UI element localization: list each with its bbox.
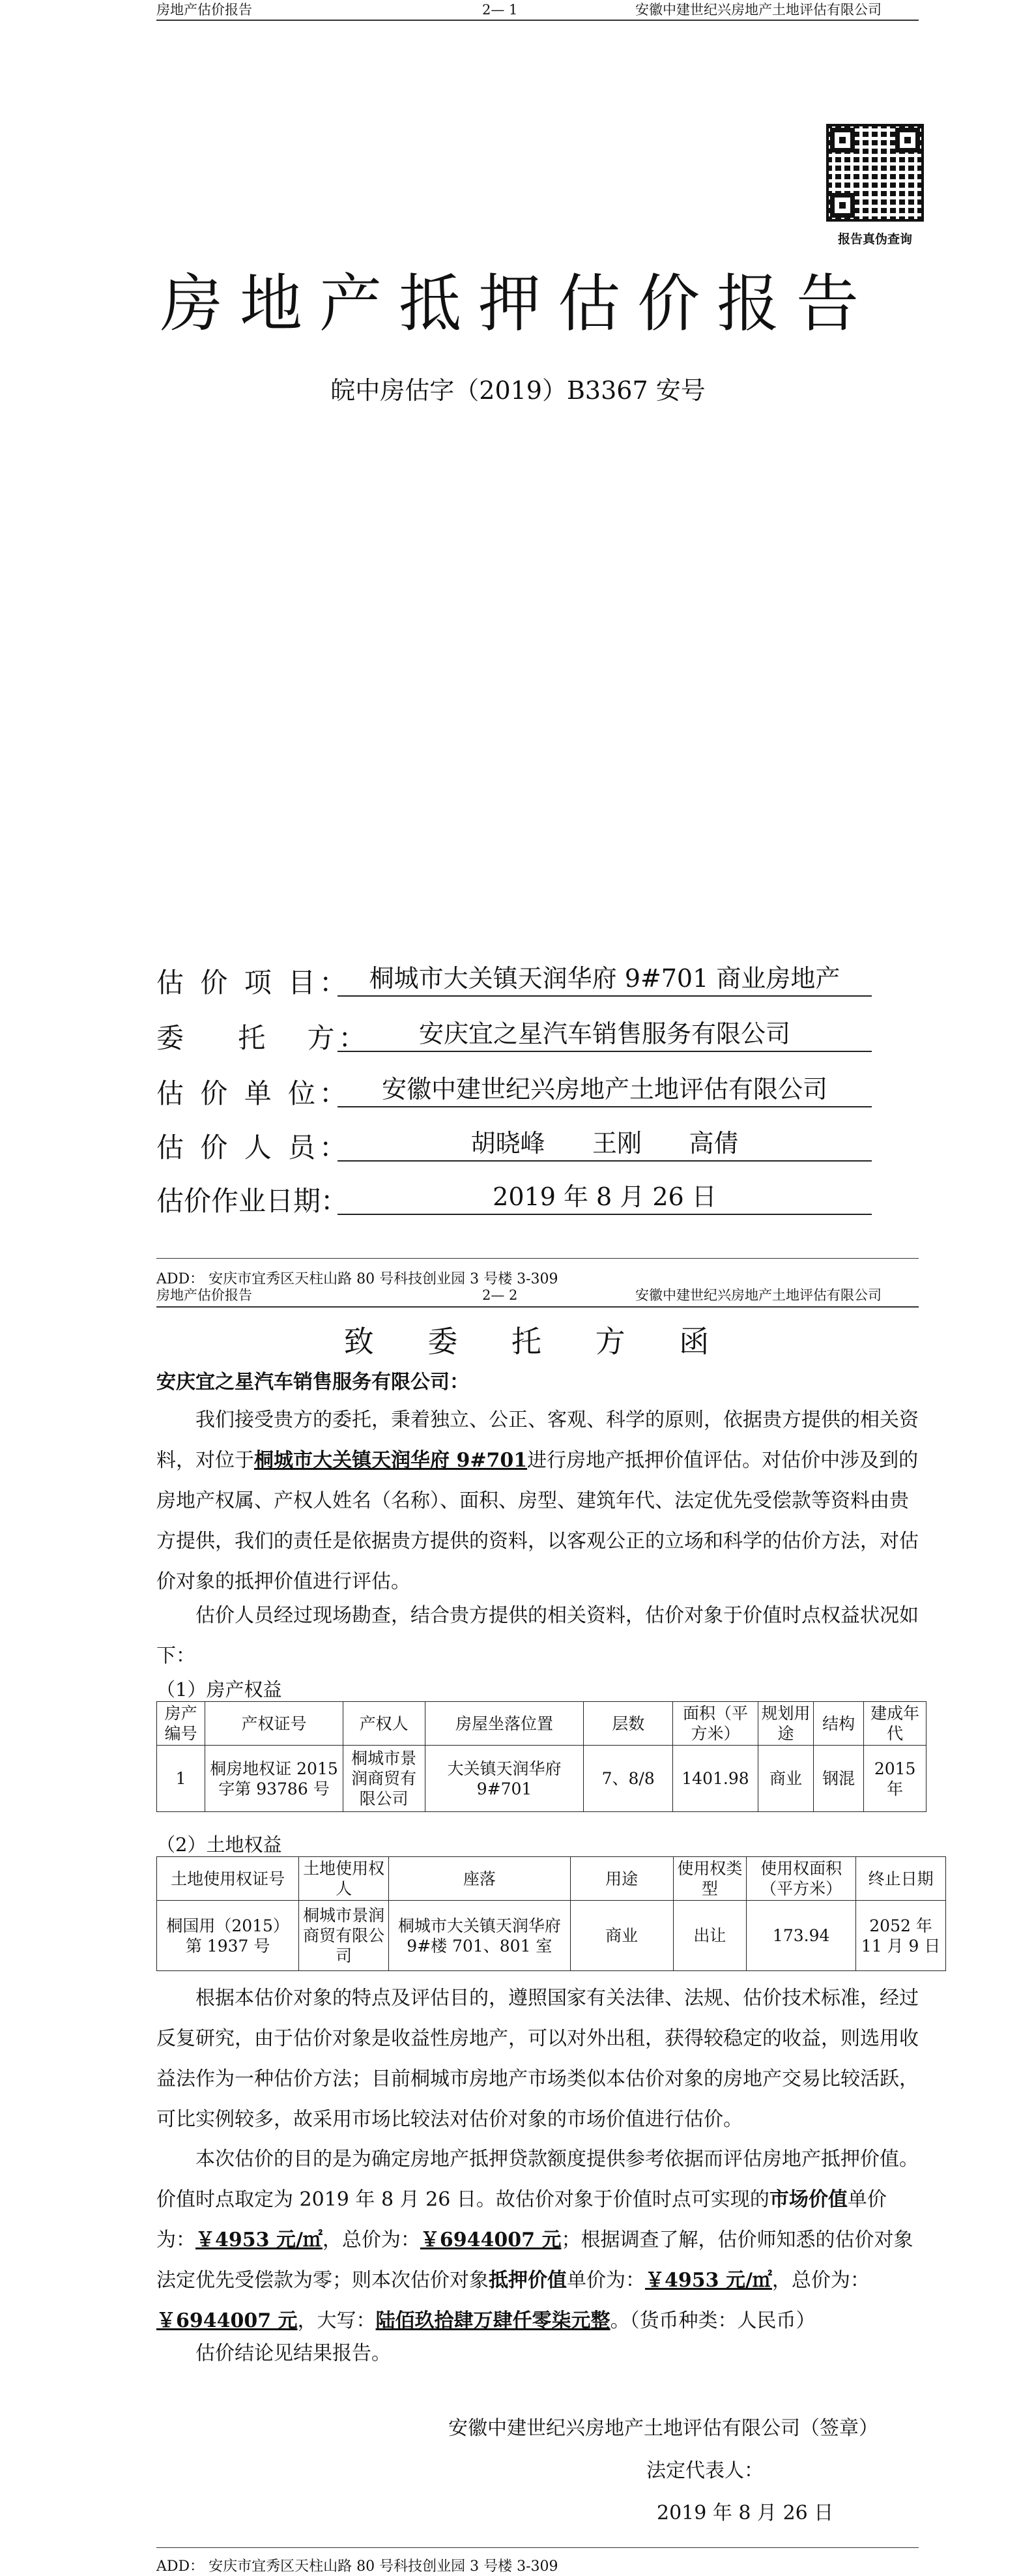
- page1-header-left: 房地产估价报告: [156, 2, 252, 18]
- table-header-cell: 房屋坐落位置: [425, 1702, 584, 1746]
- mortgage-unit-price: ￥4953 元/㎡: [645, 2269, 772, 2292]
- text-run: 。（货币种类：人民币）: [610, 2309, 816, 2332]
- field-value: 胡晓峰 王刚 高倩: [337, 1126, 872, 1162]
- table-header-cell: 终止日期: [856, 1857, 946, 1901]
- page1-footer-address: ADD： 安庆市宜秀区天柱山路 80 号科技创业园 3 号楼 3-309: [156, 1271, 558, 1287]
- house-rights-table: [156, 1701, 926, 1812]
- table-cell: 桐房地权证 2015 字第 93786 号: [205, 1746, 343, 1812]
- table-header-cell: 土地使用权人: [299, 1857, 389, 1901]
- signature-date: 2019 年 8 月 26 日: [657, 2502, 834, 2525]
- qr-finder-pattern: [830, 193, 855, 218]
- signature-company: 安徽中建世纪兴房地产土地评估有限公司（签章）: [448, 2417, 878, 2440]
- page1-footer-rule: [156, 1258, 919, 1259]
- text-run: 我们接受贵方的委托，秉着独立、公正、客观、科学的原则，依据贵方提供的相关资料，对位于: [156, 1409, 919, 1472]
- market-unit-price: ￥4953 元/㎡: [195, 2229, 323, 2251]
- table-header-cell: 面积（平方米）: [672, 1702, 758, 1746]
- table-header-row: [157, 1702, 926, 1746]
- property-location: 桐城市大关镇天润华府 9#701: [254, 1449, 528, 1472]
- table-cell: 大关镇天润华府 9#701: [425, 1746, 584, 1812]
- table-header-cell: 使用权面积（平方米）: [747, 1857, 856, 1901]
- letter-paragraph-5: 估价结论见结果报告。: [195, 2342, 391, 2365]
- letter-paragraph-4: [156, 2139, 919, 2341]
- text-run: 进行房地产抵押价值评估。对估价中涉及到的房地产权属、产权人姓名（名称）、面积、房型、建筑年代、法定优先受偿款等资料由贵方提供，我们的责任是依据贵方提供的资料，以客观公正的立场和科学的估价方法，对估价对象的抵押价值进行评估。: [156, 1449, 919, 1593]
- land-rights-table: [156, 1856, 946, 1971]
- field-label: 估 价 人 员：: [156, 1132, 351, 1164]
- mortgage-total-price: ￥6944007 元: [156, 2309, 298, 2332]
- letter-addressee: 安庆宜之星汽车销售服务有限公司：: [156, 1371, 469, 1394]
- table-cell: 2015 年: [864, 1746, 926, 1812]
- report-title: 房地产抵押估价报告: [160, 267, 876, 340]
- page2-footer-address: ADD： 安庆市宜秀区天柱山路 80 号科技创业园 3 号楼 3-309: [156, 2558, 558, 2575]
- signature-legal-rep: 法定代表人：: [646, 2459, 764, 2482]
- table-cell: 桐城市大关镇天润华府 9#楼 701、801 室: [389, 1901, 571, 1971]
- text-run: 抵押价值: [489, 2269, 567, 2292]
- text-run: ，大写：: [297, 2309, 376, 2332]
- field-value: 安庆宜之星汽车销售服务有限公司: [337, 1017, 872, 1052]
- page2-header-left: 房地产估价报告: [156, 1287, 252, 1303]
- letter-paragraph-3: 根据本估价对象的特点及评估目的，遵照国家有关法律、法规、估价技术标准，经过反复研究，由于估价对象是收益性房地产，可以对外出租，获得较稳定的收益，则选用收益法作为一种估价方法；目前桐城市房地产市场类似本估价对象的房地产交易比较活跃，可比实例较多，故采用市场比较法对估价对象的市场价值进行估价。: [156, 1987, 919, 2131]
- field-value: 安徽中建世纪兴房地产土地评估有限公司: [337, 1072, 872, 1107]
- qr-finder-pattern: [895, 128, 920, 153]
- letter-paragraph-1: [156, 1400, 919, 1602]
- letter-paragraph-2: 估价人员经过现场勘查，结合贵方提供的相关资料，估价对象于价值时点权益状况如下：: [156, 1604, 919, 1667]
- table-cell: 桐国用（2015）第 1937 号: [157, 1901, 299, 1971]
- qr-finder-pattern: [830, 128, 855, 153]
- letter-title: 致 委 托 方 函: [343, 1324, 732, 1359]
- table-cell: 桐城市景润商贸有限公司: [343, 1746, 425, 1812]
- table-cell: 2052 年 11 月 9 日: [856, 1901, 946, 1971]
- report-number: 皖中房估字（2019）B3367 安号: [330, 376, 706, 405]
- table-header-row: [157, 1857, 946, 1901]
- field-label: 估 价 单 位：: [156, 1077, 351, 1109]
- text-run: 本次估价的目的是为确定房地产抵押贷款额度提供参考依据而评估房地产抵押价值。价值时点取定为 2019 年 8 月 26 日。故估价对象于价值时点可实现的: [156, 2148, 919, 2211]
- table-cell: 7、8/8: [584, 1746, 672, 1812]
- field-label: 委 托 方：: [156, 1022, 370, 1054]
- table-header-cell: 结构: [813, 1702, 863, 1746]
- table-cell: 出让: [673, 1901, 747, 1971]
- page1-header-rule: [156, 20, 919, 21]
- table-header-cell: 座落: [389, 1857, 571, 1901]
- table-header-cell: 土地使用权证号: [157, 1857, 299, 1901]
- table-header-cell: 房产编号: [157, 1702, 205, 1746]
- table-cell: 1: [157, 1746, 205, 1812]
- page1-header-page-number: 2— 1: [482, 2, 518, 18]
- table-header-cell: 产权人: [343, 1702, 425, 1746]
- table-cell: 商业: [758, 1746, 814, 1812]
- text-run: 单价为：: [156, 2188, 887, 2251]
- field-label: 估价作业日期：: [156, 1185, 349, 1217]
- table-cell: 173.94: [747, 1901, 856, 1971]
- table-row: [157, 1901, 946, 1971]
- page2-header-rule: [156, 1306, 919, 1308]
- table-header-cell: 规划用途: [758, 1702, 814, 1746]
- market-total-price: ￥6944007 元: [420, 2229, 562, 2251]
- qr-code[interactable]: [826, 124, 924, 222]
- page1-header-right: 安徽中建世纪兴房地产土地评估有限公司: [635, 2, 882, 18]
- field-value: 桐城市大关镇天润华府 9#701 商业房地产: [337, 961, 872, 997]
- page2-header-page-number: 2— 2: [482, 1287, 518, 1303]
- page2-header-right: 安徽中建世纪兴房地产土地评估有限公司: [635, 1287, 882, 1303]
- text-run: ；根据调查了解，估价师知悉的估价对象法定优先受偿款为零；则本次估价对象: [156, 2229, 913, 2292]
- text-run: 市场价值: [769, 2188, 848, 2211]
- field-value: 2019 年 8 月 26 日: [337, 1180, 872, 1215]
- table-header-cell: 层数: [584, 1702, 672, 1746]
- table-cell: 钢混: [813, 1746, 863, 1812]
- land-rights-title: （2）土地权益: [156, 1834, 282, 1856]
- table-header-cell: 用途: [570, 1857, 673, 1901]
- field-label: 估 价 项 目：: [156, 967, 351, 999]
- table-row: [157, 1746, 926, 1812]
- qr-caption: 报告真伪查询: [837, 232, 912, 246]
- text-run: ，总价为：: [322, 2229, 420, 2251]
- text-run: 单价为：: [567, 2269, 645, 2292]
- table-cell: 1401.98: [672, 1746, 758, 1812]
- table-header-cell: 使用权类型: [673, 1857, 747, 1901]
- table-header-cell: 建成年代: [864, 1702, 926, 1746]
- table-header-cell: 产权证号: [205, 1702, 343, 1746]
- table-cell: 商业: [570, 1901, 673, 1971]
- table-cell: 桐城市景润商贸有限公司: [299, 1901, 389, 1971]
- house-rights-title: （1）房产权益: [156, 1678, 282, 1701]
- page2-footer-rule: [156, 2547, 919, 2548]
- mortgage-total-in-words: 陆佰玖拾肆万肆仟零柒元整: [375, 2309, 610, 2332]
- text-run: ，总价为：: [771, 2269, 870, 2292]
